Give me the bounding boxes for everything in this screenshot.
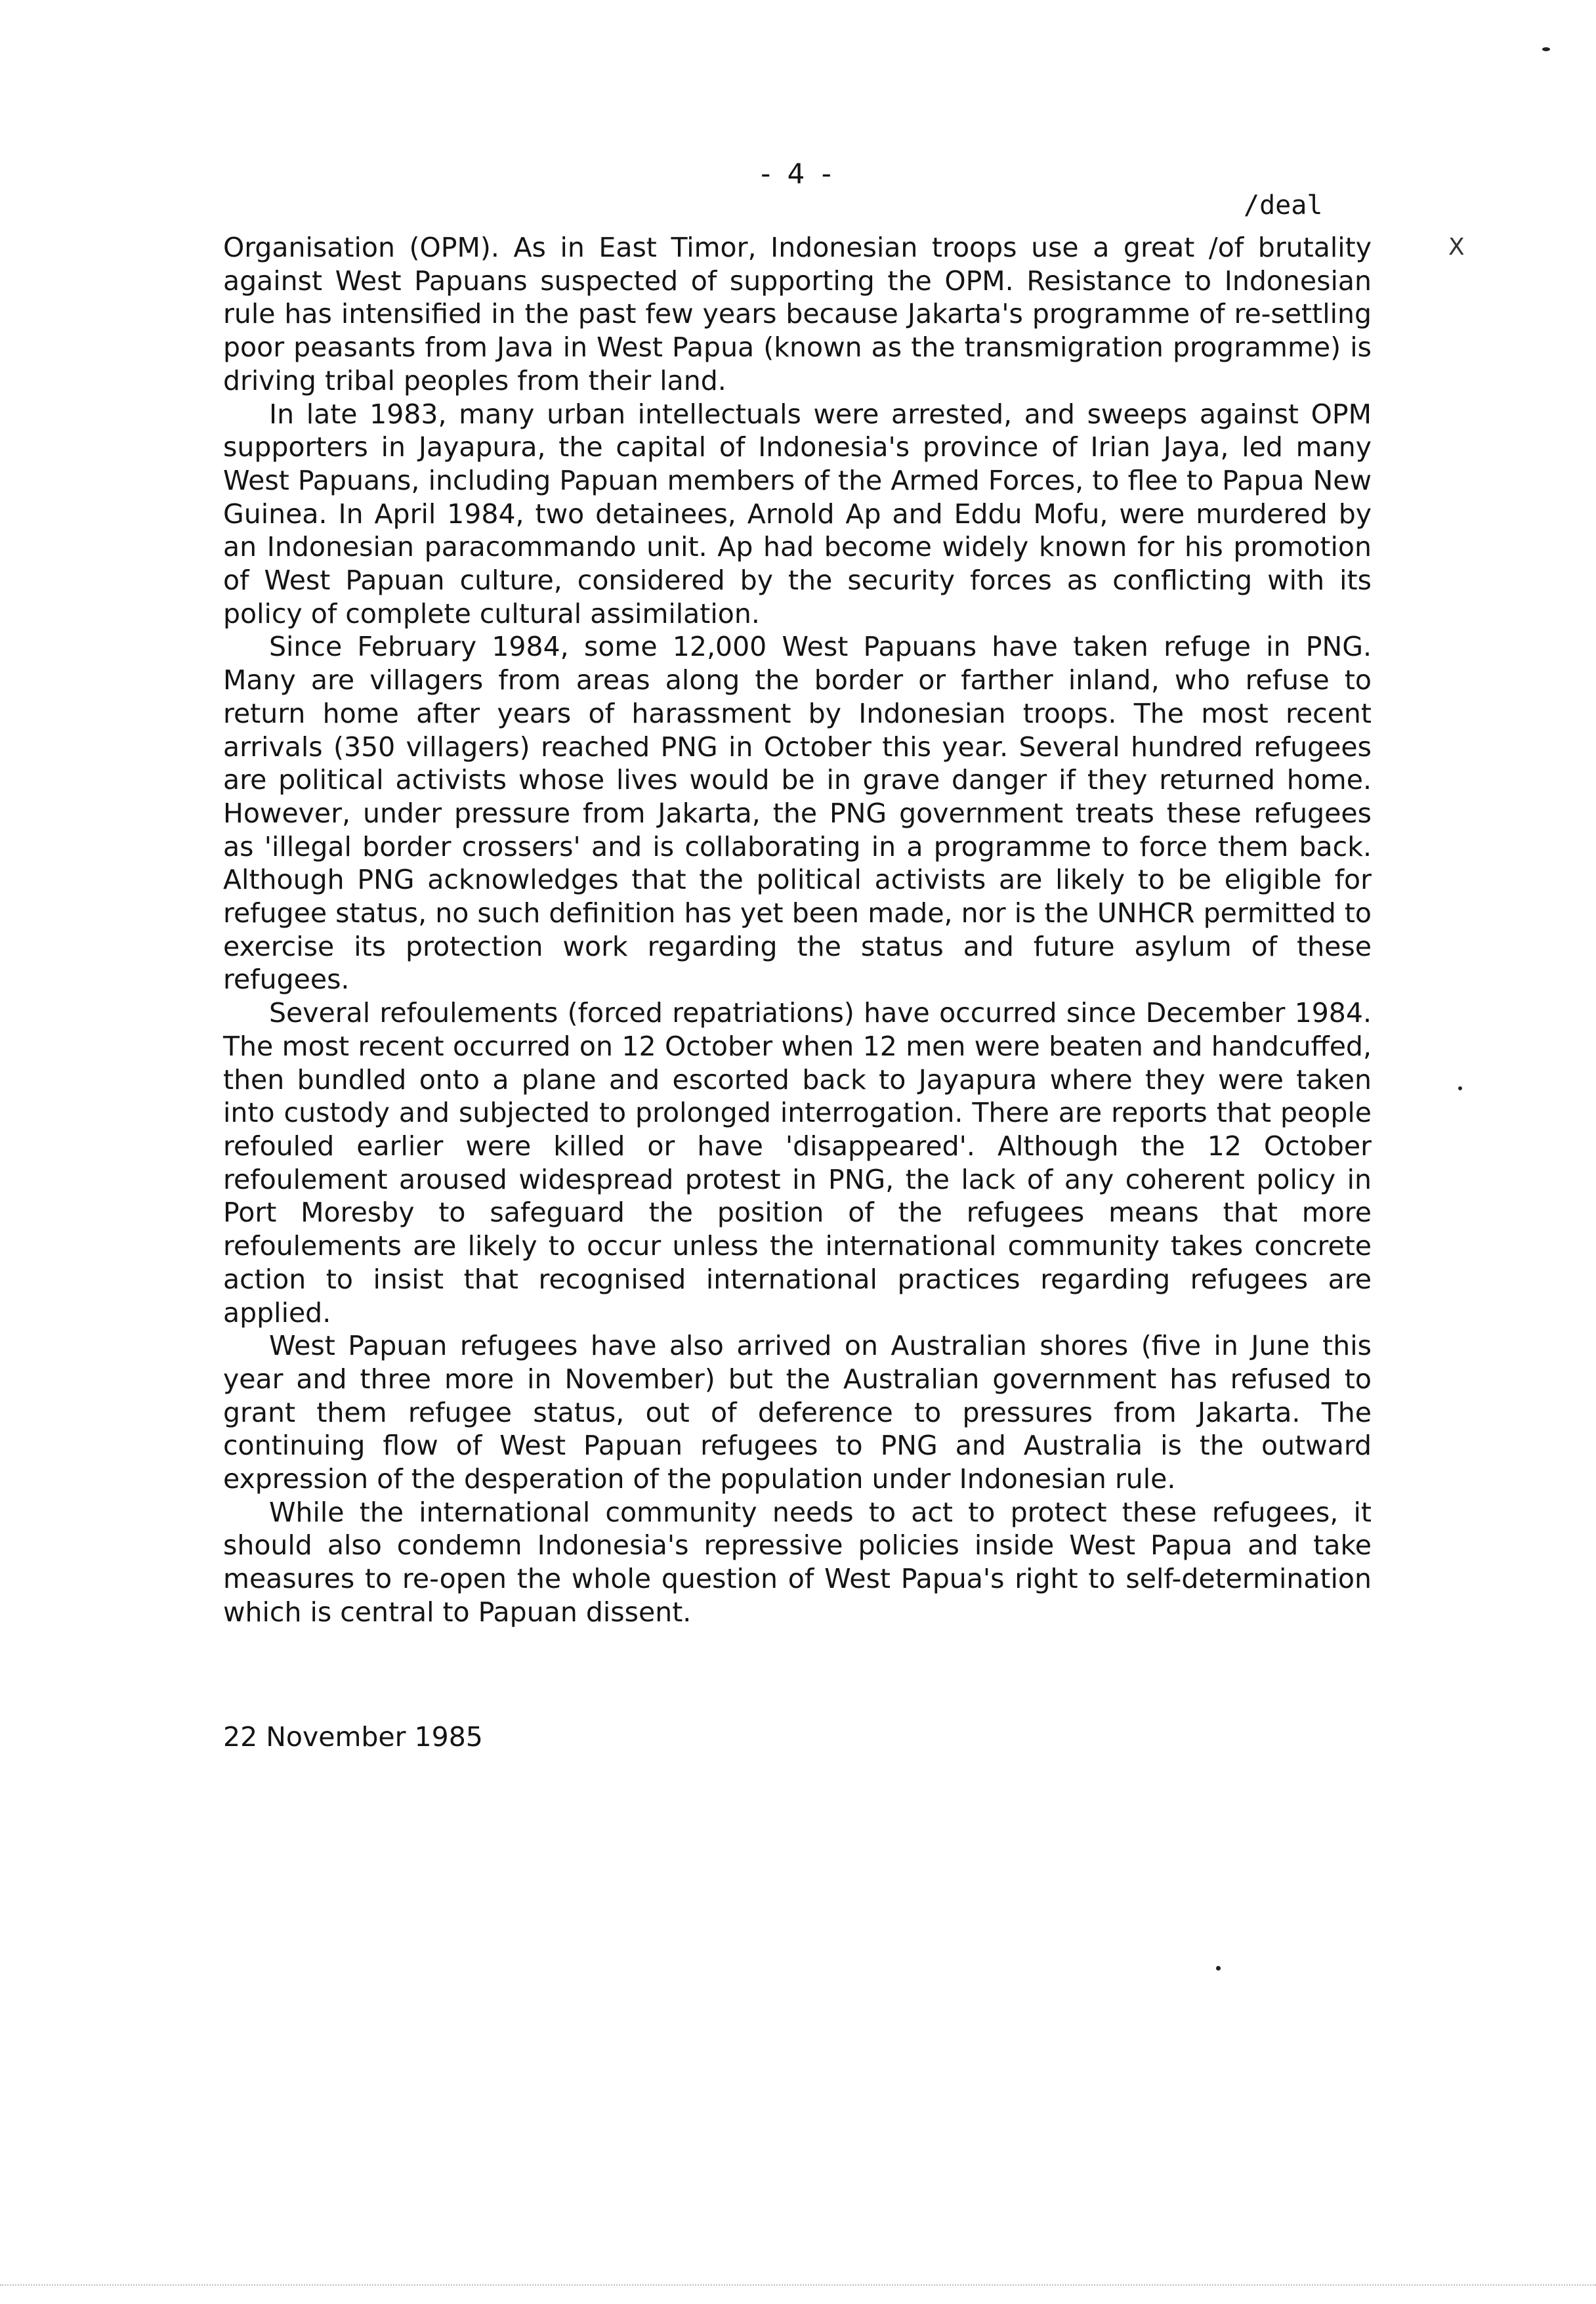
- body-text: [223, 231, 1372, 1629]
- paragraph-australia: West Papuan refugees have also arrived on Australian shores (five in June this year and three more in November) but the Australian government has refused to grant them refugee status, out of deference to pressures from Jakarta. The continuing flow of West Papuan refugees to PNG and Australia is the outward expression of the desperation of the population under Indonesian rule.: [223, 1330, 1372, 1495]
- paragraph-international-community: While the international community needs to act to protect these refugees, it should also condemn Indonesia's repressive policies inside West Papua and take measures to re-open the whole question of West Papua's right to self-determination which is central to Papuan dissent.: [223, 1496, 1372, 1628]
- scan-edge-line: [0, 2284, 1596, 2286]
- scan-speck: [1216, 1966, 1221, 1971]
- document-date: 22 November 1985: [223, 1721, 483, 1753]
- paragraph-opm: Organisation (OPM). As in East Timor, Indonesian troops use a great /of brutality against West Papuans suspected of supporting the OPM. Resistance to Indonesian rule has intensified in the past few years because Jakarta's programme of re-settling poor peasants from Java in West Papua (known as the transmigration programme) is driving tribal peoples from their land.: [223, 232, 1372, 396]
- paragraph-arrests-1983: In late 1983, many urban intellectuals were arrested, and sweeps against OPM supporters in Jayapura, the capital of Indonesia's province of Irian Jaya, led many West Papuans, including Papuan members of the Armed Forces, to flee to Papua New Guinea. In April 1984, two detainees, Arnold Ap and Eddu Mofu, were murdered by an Indonesian paracommando unit. Ap had become widely known for his promotion of West Papuan culture, considered by the security forces as conflicting with its policy of complete cultural assimilation.: [223, 398, 1372, 629]
- page-number: - 4 -: [761, 158, 835, 190]
- margin-insertion-note: /deal: [1244, 190, 1323, 221]
- margin-mark: X: [1448, 234, 1465, 261]
- paragraph-refugees-png: Since February 1984, some 12,000 West Papuans have taken refuge in PNG. Many are villagers from areas along the border or farther inland, who refuse to return home after years of harassment by Indonesian troops. The most recent arrivals (350 villagers) reached PNG in October this year. Several hundred refugees are political activists whose lives would be in grave danger if they returned home. However, under pressure from Jakarta, the PNG government treats these refugees as 'illegal border crossers' and is collaborating in a programme to force them back. Although PNG acknowledges that the political activists are likely to be eligible for refugee status, no such definition has yet been made, nor is the UNHCR permitted to exercise its protection work regarding the status and future asylum of these refugees.: [223, 631, 1372, 996]
- scan-speck: [1542, 47, 1550, 51]
- scan-speck: [1458, 1086, 1462, 1090]
- paragraph-refoulements: Several refoulements (forced repatriations) have occurred since December 1984. The most recent occurred on 12 October when 12 men were beaten and handcuffed, then bundled onto a plane and escorted back to Jayapura where they were taken into custody and subjected to prolonged interrogation. There are reports that people refouled earlier were killed or have 'disappeared'. Although the 12 October refoulement aroused widespread protest in PNG, the lack of any coherent policy in Port Moresby to safeguard the position of the refugees means that more refoulements are likely to occur unless the international community takes concrete action to insist that recognised international practices regarding refugees are applied.: [223, 997, 1372, 1329]
